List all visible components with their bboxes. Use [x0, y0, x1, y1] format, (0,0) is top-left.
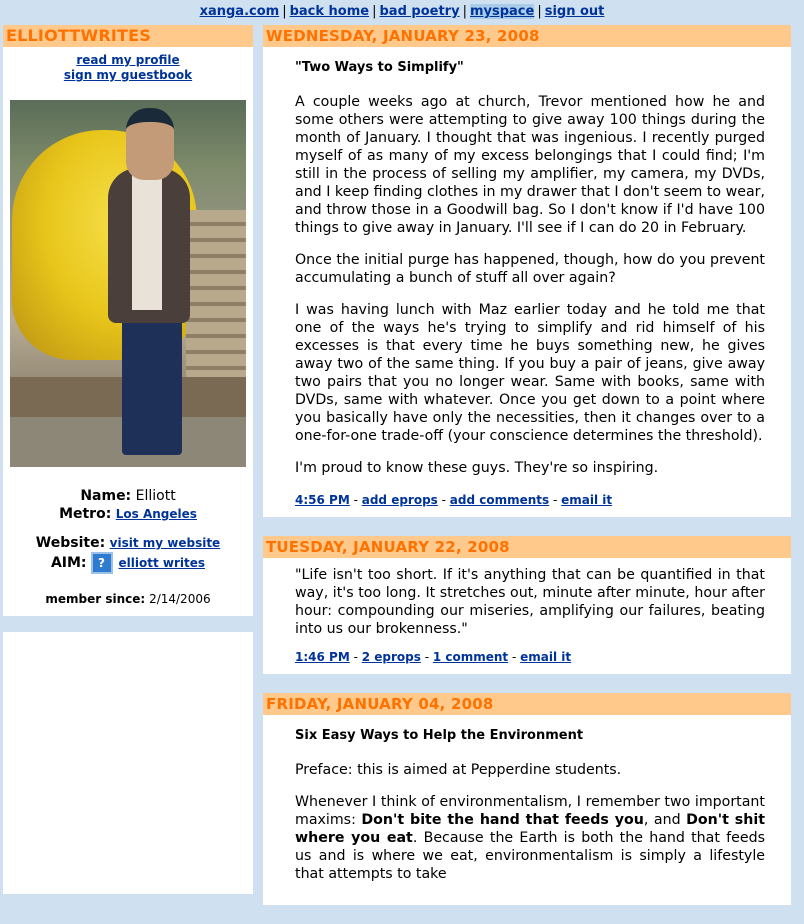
name-label: Name:: [80, 488, 132, 504]
eprops-link[interactable]: 2 eprops: [361, 650, 421, 664]
entry-bold-text: Don't bite the hand that feeds you: [361, 812, 644, 828]
nav-separator: |: [282, 4, 287, 19]
blog-entries: [263, 25, 791, 924]
nav-link-bad-poetry[interactable]: bad poetry: [379, 4, 460, 19]
entry-paragraph: Once the initial purge has happened, though, how do you prevent accumulating a bunch of stuff all over again?: [295, 252, 765, 286]
website-label: Website:: [35, 535, 106, 551]
member-since: [3, 574, 253, 616]
entry-bold-text: Don't shit where you eat: [295, 812, 765, 846]
entry-time-link[interactable]: 1:46 PM: [295, 650, 350, 664]
sidebar-empty-box: [3, 632, 253, 894]
entry-meta: 4:56 PM - add eprops - add comments - email it: [295, 493, 613, 507]
profile-links: [3, 47, 253, 83]
entry-paragraph: [295, 793, 765, 883]
entry-title: "Two Ways to Simplify": [295, 60, 464, 75]
person-head: [126, 108, 174, 180]
add-comments-link[interactable]: add comments: [449, 493, 550, 507]
profile-box: [3, 47, 253, 616]
nav-link-back-home[interactable]: back home: [289, 4, 370, 19]
guestbook-link[interactable]: sign my guestbook: [63, 68, 193, 82]
name-value: Elliott: [135, 488, 176, 504]
profile-info: [3, 467, 253, 574]
aim-row: [3, 552, 253, 574]
website-link[interactable]: visit my website: [109, 536, 221, 550]
entry-body: [263, 47, 791, 517]
blog-entry: [263, 25, 791, 517]
email-it-link[interactable]: email it: [520, 650, 572, 664]
profile-sidebar: [3, 25, 253, 894]
website-row: [3, 534, 253, 552]
aim-label: AIM:: [50, 555, 87, 571]
blog-entry: [263, 693, 791, 905]
entry-paragraph: "Life isn't too short. If it's anything that can be quantified in that way, it's too long. It stretches out, minute after minute, hour after hour: compounding our miseries, amplifying our failures, beating into us our brokenness.": [295, 567, 765, 637]
nav-link-sign-out[interactable]: sign out: [544, 4, 605, 19]
person-shirt: [132, 170, 162, 310]
person-legs: [122, 315, 182, 455]
nav-separator: |: [462, 4, 467, 19]
profile-username-header: ELLIOTTWRITES: [3, 25, 253, 47]
read-profile-link[interactable]: read my profile: [76, 53, 180, 67]
nav-link-myspace[interactable]: myspace: [469, 4, 535, 19]
entry-date: FRIDAY, JANUARY 04, 2008: [263, 693, 791, 715]
metro-row: [3, 505, 253, 523]
profile-photo: [10, 100, 246, 467]
entry-text: . Because the Earth is both the hand that feeds us and is where we eat, environmentalism is simply a lifestyle that attempts to take: [295, 830, 765, 882]
entry-meta: 1:46 PM - 2 eprops - 1 comment - email it: [295, 650, 572, 664]
comments-link[interactable]: 1 comment: [432, 650, 509, 664]
aim-help-icon[interactable]: ?: [91, 552, 113, 574]
entry-text: Whenever I think of environmentalism, I remember two important maxims:: [295, 794, 765, 828]
email-it-link[interactable]: email it: [561, 493, 613, 507]
nav-separator: |: [372, 4, 377, 19]
entry-paragraph: I'm proud to know these guys. They're so inspiring.: [295, 460, 659, 476]
metro-link[interactable]: Los Angeles: [115, 507, 197, 521]
name-row: [3, 487, 253, 505]
entry-paragraph: Preface: this is aimed at Pepperdine students.: [295, 762, 622, 778]
entry-date: WEDNESDAY, JANUARY 23, 2008: [263, 25, 791, 47]
nav-separator: |: [537, 4, 542, 19]
nav-link-xanga[interactable]: xanga.com: [199, 4, 280, 19]
entry-body: [263, 715, 791, 905]
add-eprops-link[interactable]: add eprops: [361, 493, 438, 507]
member-since-label: member since:: [45, 592, 146, 606]
member-since-value: 2/14/2006: [149, 592, 211, 606]
entry-date: TUESDAY, JANUARY 22, 2008: [263, 536, 791, 558]
entry-time-link[interactable]: 4:56 PM: [295, 493, 350, 507]
entry-title: Six Easy Ways to Help the Environment: [295, 728, 584, 743]
entry-paragraph: I was having lunch with Maz earlier today and he told me that one of the ways he's trying to simplify and rid himself of his excesses is that every time he buys something new, he gives away two of the same thing. If you buy a pair of jeans, give away two pairs that you no longer wear. Same with books, same with DVDs, same with whatever. Once you get down to a point where you basically have only the necessities, then it changes over to a one-for-one trade-off (your conscience determines the threshold).: [295, 302, 765, 444]
entry-paragraph: A couple weeks ago at church, Trevor mentioned how he and some others were attempting to give away 100 things during the month of January. I thought that was ingenious. I recently purged myself of as many of my excess belongings that I could find; I'm still in the process of selling my amplifier, my camera, my DVDs, and I keep finding clothes in my drawer that I don't seem to wear, and throw those in a Goodwill bag. So I don't know if I'd have 100 things to give away in January. I'll see if I can do 20 in February.: [295, 94, 765, 236]
blog-entry: [263, 536, 791, 674]
metro-label: Metro:: [59, 506, 112, 522]
top-navigation: [0, 4, 804, 19]
aim-link[interactable]: elliott writes: [118, 556, 206, 570]
entry-text: , and: [643, 812, 687, 828]
entry-body: [263, 558, 791, 674]
